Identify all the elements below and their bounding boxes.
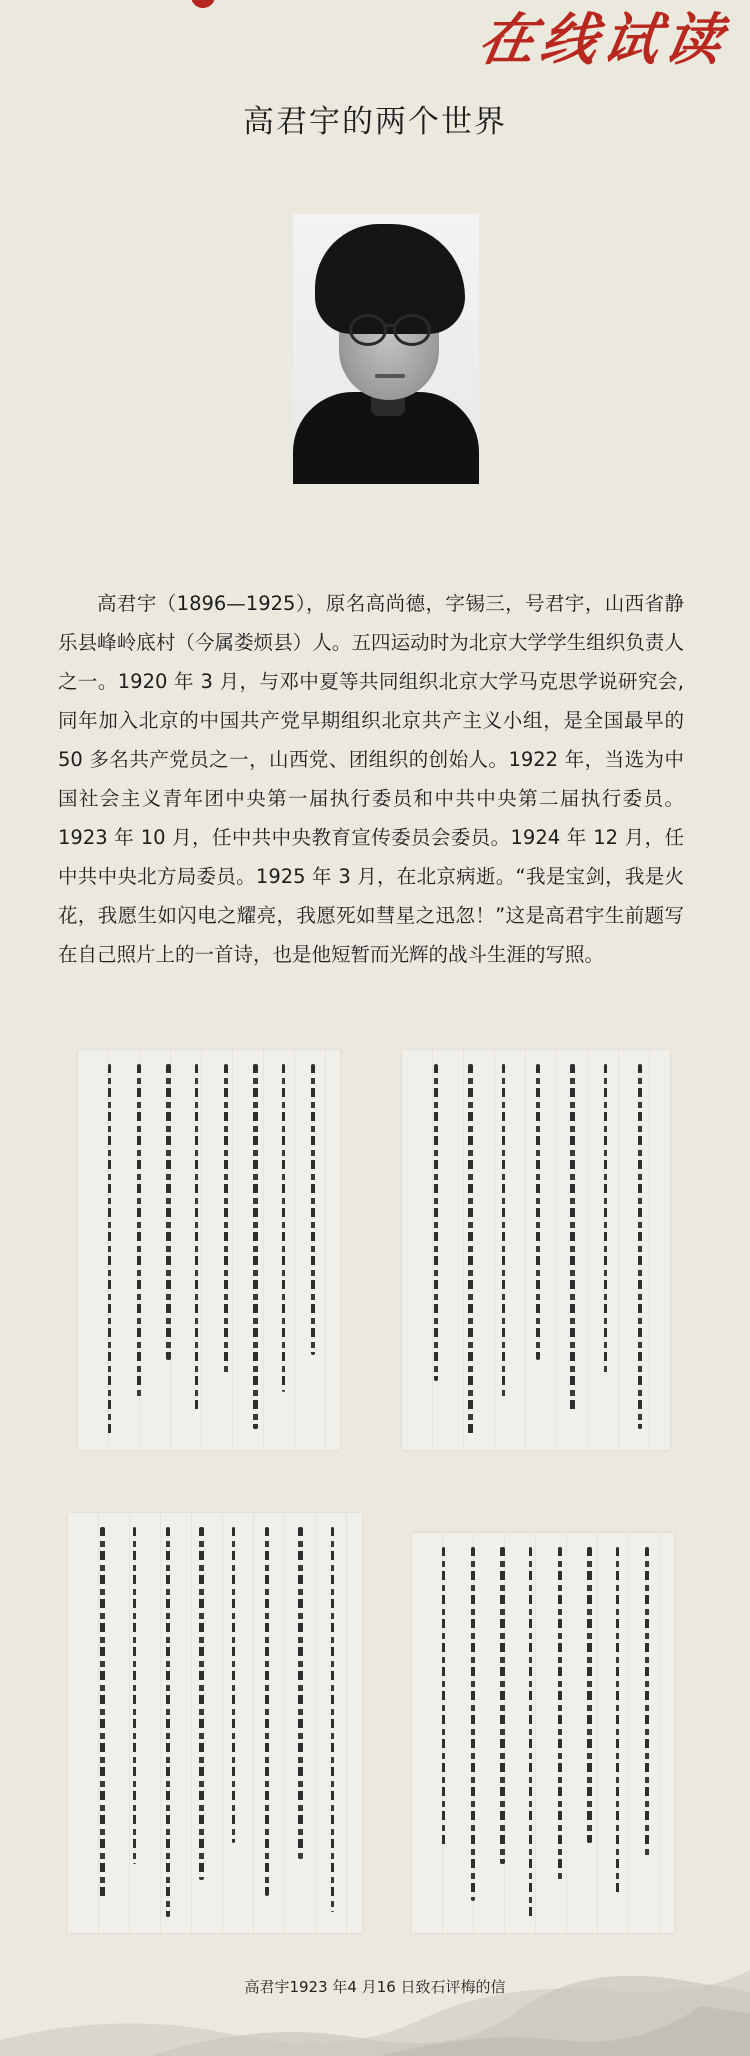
handwriting-column [195,1064,198,1413]
handwriting-column [166,1064,171,1360]
portrait-photo [293,214,479,484]
letter-page-4 [412,1533,674,1933]
handwriting-column [558,1547,562,1880]
handwriting-column [502,1064,505,1397]
handwriting-column [331,1527,334,1912]
handwriting-column [570,1064,575,1413]
handwriting-column [133,1527,136,1864]
header-banner [0,0,750,73]
handwriting-column [645,1547,649,1859]
handwriting-column [298,1527,303,1859]
handwriting-column [311,1064,315,1355]
handwriting-column [616,1547,619,1896]
letter-page-2 [402,1050,670,1450]
letter-manuscripts [60,1045,690,1945]
handwriting-column [108,1064,111,1434]
handwriting-column [587,1547,592,1843]
handwriting-column [529,1547,532,1917]
handwriting-column [100,1527,105,1901]
glasses-left-lens [349,314,387,346]
handwriting-column [199,1527,204,1880]
handwriting-column [265,1527,269,1896]
handwriting-column [500,1547,505,1864]
handwriting-column [434,1064,438,1381]
mountain-decoration [0,1950,750,2056]
portrait-mouth [375,374,405,378]
handwriting-column [224,1064,228,1376]
handwriting-column [137,1064,141,1397]
biography-paragraph: 高君宇（1896—1925），原名高尚德，字锡三，号君宇，山西省静乐县峰岭底村（今属娄烦县）人。五四运动时为北京大学学生组织负责人之一。1920 年 3 月，与邓中夏等共同组织北京大学马克思学说研究会,同年加入北京的中国共产党早期组织北京共产主义小组，是全国最早的50 多名共产党员之一，山西党、团组织的创始人。1922 年，当选为中国社会主义青年团中央第一届执行委员和中共中央第二届执行委员。1923 年 10 月，任中共中央教育宣传委员会委员。1924 年 12 月，任中共中央北方局委员。1925 年 3 月，在北京病逝。“我是宝剑，我是火花，我愿生如闪电之耀亮，我愿死如彗星之迅忽！”这是高君宇生前题写在自己照片上的一首诗，也是他短暂而光辉的战斗生涯的写照。 [58,592,684,966]
portrait-hair [315,224,465,334]
glasses-right-lens [393,314,431,346]
handwriting-column [638,1064,642,1429]
handwriting-column [471,1547,475,1901]
handwriting-column [282,1064,285,1392]
banner-title: 在线试读 [473,7,734,73]
handwriting-column [468,1064,473,1434]
handwriting-column [604,1064,607,1376]
glasses-bridge [384,324,396,327]
handwriting-column [232,1527,235,1843]
handwriting-column [536,1064,540,1360]
letter-page-1 [78,1050,340,1450]
handwriting-column [166,1527,170,1917]
letter-page-3 [68,1513,362,1933]
article-title: 高君宇的两个世界 [243,104,507,140]
decorative-swoosh [189,0,215,10]
handwriting-column [253,1064,258,1429]
letter-caption: 高君宇1923 年4 月16 日致石评梅的信 [244,1978,506,1996]
handwriting-column [442,1547,445,1848]
